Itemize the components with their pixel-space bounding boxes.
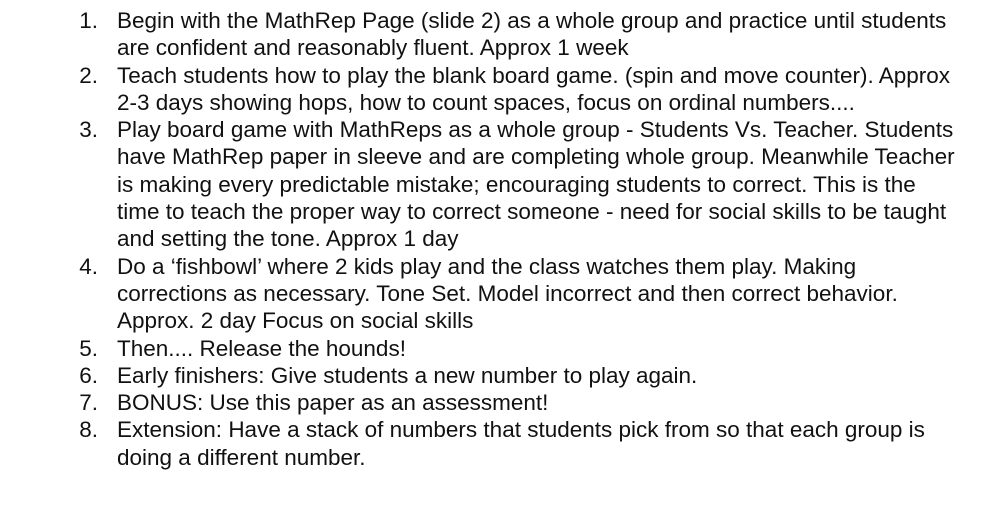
list-item-text: Do a ‘fishbowl’ where 2 kids play and the class watches them play. Making corrections as necessary. Tone Set. Model incorrect and then correct behavior. Approx. 2 day Focus on social skills: [117, 253, 898, 334]
list-item-number: 7.: [79, 390, 98, 416]
list-item: [0, 253, 1000, 335]
list-item-number: 3.: [79, 117, 98, 143]
list-item-number: 1.: [79, 8, 98, 33]
list-item-text: Extension: Have a stack of numbers that students pick from so that each group is doing a different number.: [117, 417, 925, 470]
list-item: [0, 62, 1000, 117]
list-item: [0, 116, 1000, 252]
list-item-text: Early finishers: Give students a new number to play again.: [117, 362, 698, 388]
instruction-list: [0, 7, 1000, 471]
list-item: [0, 416, 1000, 471]
list-item: [0, 7, 1000, 62]
list-item-number: 8.: [79, 417, 98, 443]
list-item-text: Play board game with MathReps as a whole group - Students Vs. Teacher. Students have MathRep paper in sleeve and are completing whole group. Meanwhile Teacher is making every predictable mistake; encouraging students to correct. This is the time to teach the proper way to correct someone - need for social skills to be taught and setting the tone. Approx 1 day: [117, 117, 955, 252]
list-item-number: 5.: [79, 335, 98, 361]
list-item-number: 4.: [79, 253, 98, 279]
list-item: [0, 389, 1000, 416]
list-item-text: BONUS: Use this paper as an assessment!: [117, 390, 549, 416]
list-item: [0, 362, 1000, 389]
list-item-text: Teach students how to play the blank board game. (spin and move counter). Approx 2-3 days showing hops, how to count spaces, focus on ordinal numbers....: [117, 62, 950, 115]
list-item-number: 6.: [79, 362, 98, 388]
list-item-number: 2.: [79, 62, 98, 88]
list-item: [0, 335, 1000, 362]
list-item-text: Then.... Release the hounds!: [117, 335, 406, 361]
list-item-text: Begin with the MathRep Page (slide 2) as a whole group and practice until students are confident and reasonably fluent. Approx 1 week: [117, 8, 947, 61]
